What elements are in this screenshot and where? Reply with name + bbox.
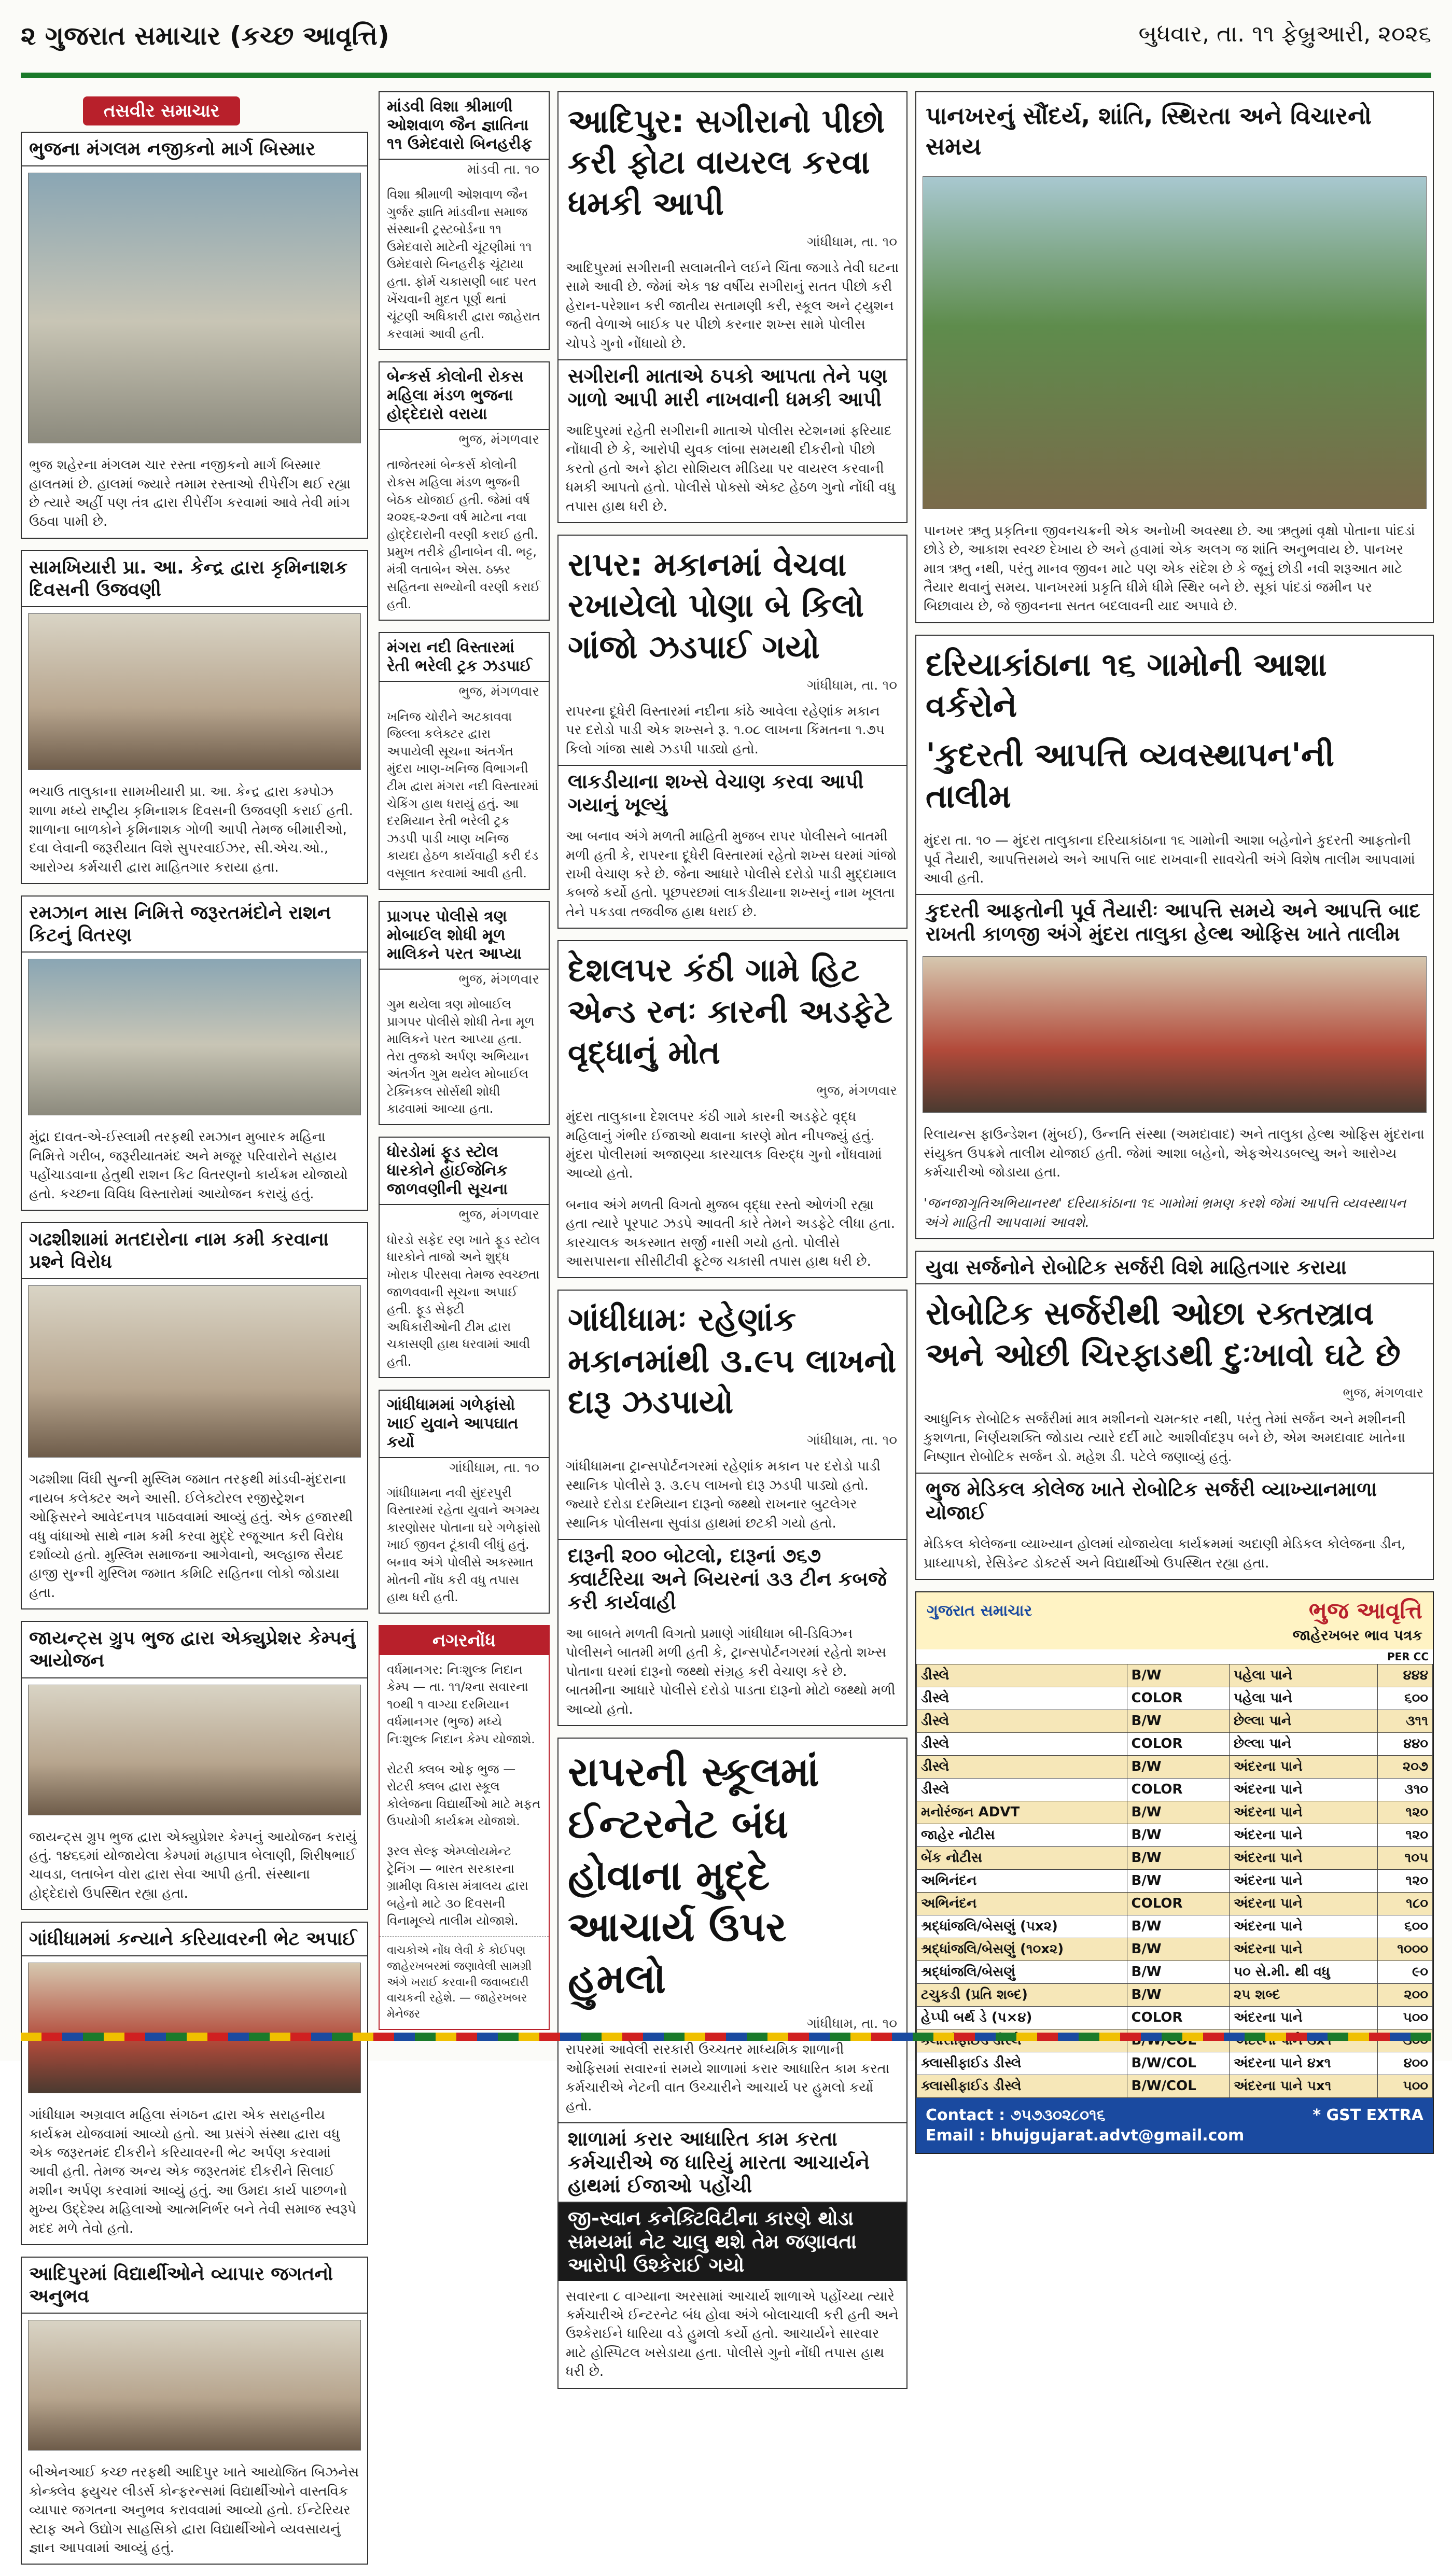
brief-title: પ્રાગપર પોલીસે ત્રણ મોબાઈલ શોધી મૂળ માલિકને પરત આપ્યા xyxy=(380,902,549,970)
rate-type: COLOR xyxy=(1127,1892,1229,1915)
dateline: ગાંધીધામ, તા. ૧૦ xyxy=(807,2016,897,2032)
rate-cat: ક્લાસીફાઈડ ડીસ્લે xyxy=(917,2075,1127,2097)
dateline: ગાંધીધામ, તા. ૧૦ xyxy=(807,1433,897,1449)
dateline: માંડવી તા. ૧૦ xyxy=(467,162,539,177)
dateline: ભુજ, મંગળવાર xyxy=(458,432,539,448)
rate-type: B/W xyxy=(1127,1664,1229,1687)
rate-card-header xyxy=(916,1592,1433,1649)
news-title: જાયન્ટ્સ ગ્રુપ ભુજ દ્વારા એક્યુપ્રેશર કેમ્પનું આયોજન xyxy=(22,1622,367,1678)
brief-food-stalls xyxy=(379,1137,550,1378)
news-title: ગાંધીધામમાં કન્યાને કરિયાવરની ભેટ અપાઈ xyxy=(22,1923,367,1956)
story-lead: આદિપુરમાં સગીરાની સલામતીને લઈને ચિંતા જગાડે તેવી ઘટના સામે આવી છે. જેમાં એક ૧૪ વર્ષીય સગીરાનું સતત પીછો કરી હેરાન-પરેશાન કરી જાતીય સતામણી કરી, સ્કૂલ અને ટ્યુશન જતી વેળાએ બાઈક પર પીછો કરનાર શખ્સ સામે પોલીસ ચોપડે ગુનો નોંધાયો છે. xyxy=(566,260,899,352)
brief-womens-club xyxy=(379,361,550,620)
rate-rate: ૧૦૫ xyxy=(1377,1846,1433,1869)
rate-place: ૨૫ શબ્દ xyxy=(1229,1983,1377,2006)
brief-body: ગુમ થયેલા ત્રણ મોબાઈલ પ્રાગપર પોલીસે શોધી તેના મૂળ માલિકને પરત આપ્યા હતા. તેરા તુજકો અર્પણ અભિયાન અંતર્ગત ગુમ થયેલ મોબાઈલ ટેક્નિકલ સોર્સથી શોધી કાઢવામાં આવ્યા હતા. xyxy=(387,997,535,1116)
rate-type: COLOR xyxy=(1127,1732,1229,1755)
photo-caption: 'જનજાગૃતિઅભિયાનરથ' દરિયાકાંઠાના ૧૬ ગામોમાં ભ્રમણ કરશે જેમાં આપત્તિ વ્યવસ્થાપન અંગે માહિતી આપવામાં આવશે. xyxy=(924,1196,1406,1230)
column-briefs xyxy=(379,91,550,2035)
rate-row xyxy=(917,2075,1433,2097)
news-body: ગાંધીધામ અગ્રવાલ મહિલા સંગઠન દ્વારા એક સરાહનીય કાર્યક્રમ યોજવામાં આવ્યો હતો. આ પ્રસંગે સંસ્થા દ્વારા વધુ એક જરૂરતમંદ દીકરીને કરિયાવરની ભેટ અર્પણ કરવામાં આવી હતી. તેમજ અન્ય એક જરૂરતમંદ દીકરીને સિલાઈ મશીન અર્પણ કરવામાં આવ્યું હતું. આ ઉમદા કાર્ય પાછળનો મુખ્ય ઉદ્દેશ્ય મહિલાઓ આત્મનિર્ભર બને તેવી સમાજ સ્વરૂપે મદદ મળે તેવો હતો. xyxy=(29,2107,356,2236)
story-body: આ બનાવ અંગે મળતી માહિતી મુજબ રાપર પોલીસને બાતમી મળી હતી કે, રાપરના દૂધેરી વિસ્તારમાં રહેતો શખ્સ ઘરમાં ગાંજો રાખી વેચાણ કરે છે. જેના આધારે પોલીસે દરોડો પાડી મુદ્દામાલ કબજે કર્યો હતો. પૂછપરછમાં લાકડીયાના શખ્સનું નામ ખૂલતા તેને પકડવા તજવીજ હાથ ધરાઈ છે. xyxy=(566,829,897,920)
rate-cat: શ્રદ્ધાંજલિ/બેસણું xyxy=(917,1961,1127,1983)
rate-cat: ક્લાસીફાઈડ ડીસ્લે xyxy=(917,2052,1127,2075)
rate-type: B/W xyxy=(1127,1915,1229,1938)
rate-place: અંદરના પાને xyxy=(1229,1824,1377,1846)
dateline: ગાંધીધામ, તા. ૧૦ xyxy=(807,678,897,694)
brief-title: મંગરા નદી વિસ્તારમાં રેતી ભરેલી ટ્રક ઝડપાઈ xyxy=(380,633,549,682)
city-note-item: વર્ધમાનગર: નિઃશુલ્ક નિદાન કેમ્પ — તા. ૧૧/૨ના સવારના ૧૦થી ૧ વાગ્યા દરમિયાન વર્ધમાનગર (ભુજ) મધ્યે નિઃશુલ્ક નિદાન કેમ્પ યોજાશે. xyxy=(387,1662,535,1747)
rate-row xyxy=(917,2052,1433,2075)
advertiser-disclaimer: વાચકોએ નોંધ લેવી કે કોઈપણ જાહેરખબરમાં જણાવેલી સામગ્રી અંગે ખરાઈ કરવાની જવાબદારી વાચકની રહેશે. — જાહેરખબર મેનેજર xyxy=(380,1936,549,2029)
rate-type: B/W xyxy=(1127,1961,1229,1983)
story-lead: રાપરમાં આવેલી સરકારી ઉચ્ચતર માધ્યમિક શાળાની ઓફિસમાં સવારનાં સમયે શાળામાં કરાર આધારિત કામ કરતા કર્મચારીએ નેટની વાત ઉચ્ચારીને આચાર્ય પર હુમલો કર્યો હતો. xyxy=(566,2042,890,2115)
training-photo xyxy=(923,956,1427,1113)
rate-place: અંદરના પાને ૫x૧ xyxy=(1229,2075,1377,2097)
rate-cat: ડીસ્લે xyxy=(917,1710,1127,1732)
feature-headline: રોબોટિક સર્જરીથી ઓછા રક્તસ્ત્રાવ અને ઓછી ચિરફાડથી દુઃખાવો ઘટે છે xyxy=(926,1294,1401,1374)
rate-rate: ૨૦૭ xyxy=(1377,1755,1433,1778)
rate-cat: ડીસ્લે xyxy=(917,1687,1127,1710)
rate-cat: ટચુકડી (પ્રતિ શબ્દ) xyxy=(917,1983,1127,2006)
rate-row xyxy=(917,1664,1433,1687)
conference-photo xyxy=(28,2320,361,2451)
brief-body: ધોરડો સફેદ રણ ખાતે ફૂડ સ્ટોલ ધારકોને તાજો અને શુદ્ધ ખોરાક પીરસવા તેમજ સ્વચ્છતા જાળવવાની સૂચના અપાઈ હતી. ફૂડ સેફ્ટી અધિકારીઓની ટીમ દ્વારા ચકાસણી હાથ ધરવામાં આવી હતી. xyxy=(387,1232,540,1369)
story-principal-attack xyxy=(557,1738,908,2389)
news-voter-names xyxy=(21,1222,368,1609)
rate-rate: ૧૨૦ xyxy=(1377,1824,1433,1846)
story-lead: રાપરના દૂધેરી વિસ્તારમાં નદીના કાંઠે આવેલા રહેણાંક મકાન પર દરોડો પાડી એક શખ્સને રૂ. ૧.૦૮ લાખના કિંમતના ૧.૭૫ કિલો ગાંજા સાથે ઝડપી પાડ્યો હતો. xyxy=(566,704,885,757)
dateline: ભુજ, મંગળવાર xyxy=(458,971,539,987)
rate-cat: શ્રદ્ધાંજલિ/બેસણું (૫x૨) xyxy=(917,1915,1127,1938)
news-title: સામખિયારી પ્રા. આ. કેન્દ્ર દ્વારા કૃમિનાશક દિવસની ઉજવણી xyxy=(22,551,367,607)
rate-row xyxy=(917,1824,1433,1846)
rate-rate: ૬૦૦ xyxy=(1377,1687,1433,1710)
feature-subhead: ભુજ મેડિકલ કોલેજ ખાતે રોબોટિક સર્જરી વ્યાખ્યાનમાળા યોજાઈ xyxy=(916,1473,1433,1529)
rate-place: અંદરના પાને xyxy=(1229,1755,1377,1778)
rate-place: ૫૦ સે.મી. થી વધુ xyxy=(1229,1961,1377,1983)
rate-rate: ૯૦ xyxy=(1377,1961,1433,1983)
email-label: Email : xyxy=(926,2126,986,2145)
story-subhead: દારૂની ૨૦૦ બોટલો, દારૂનાં ૭૬૭ ક્વાર્ટરિયા અને બિયરનાં ૩૩ ટીન કબજે કરી કાર્યવાહી xyxy=(559,1539,906,1618)
rate-card-contact xyxy=(916,2098,1433,2153)
brief-election xyxy=(379,91,550,350)
city-notes-title: નગરનોંધ xyxy=(380,1626,549,1655)
road-photo xyxy=(28,173,361,443)
rate-row xyxy=(917,1755,1433,1778)
news-title: ગઢશીશામાં મતદારોના નામ કમી કરવાના પ્રશ્ને વિરોધ xyxy=(22,1223,367,1279)
rate-row xyxy=(917,1778,1433,1801)
rate-type: COLOR xyxy=(1127,1778,1229,1801)
rate-place: અંદરના પાને xyxy=(1229,2006,1377,2029)
brief-title: માંડવી વિશા શ્રીમાળી ઓશવાળ જૈન જ્ઞાતિના ૧૧ ઉમેદવારો બિનહરીફ xyxy=(380,92,549,160)
feature-headline: દરિયાકાંઠાના ૧૬ ગામોની આશા વર્કરોને xyxy=(926,645,1327,725)
rate-row xyxy=(917,1983,1433,2006)
rate-cat: ડીસ્લે xyxy=(917,1755,1127,1778)
rate-type: COLOR xyxy=(1127,2006,1229,2029)
rate-cat: બેંક નોટીસ xyxy=(917,1846,1127,1869)
brief-sand-truck xyxy=(379,632,550,890)
rate-type: B/W xyxy=(1127,1710,1229,1732)
rate-cat: ડીસ્લે xyxy=(917,1664,1127,1687)
rate-card-subtitle: જાહેરખબર ભાવ પત્રક xyxy=(1292,1626,1422,1644)
story-lead: ગાંધીધામના ટ્રાન્સપોર્ટનગરમાં રહેણાંક મકાન પર દરોડો પાડી સ્થાનિક પોલીસે રૂ. ૩.૯૫ લાખનો દારૂ ઝડપી પાડ્યો હતો. જ્યારે દરોડા દરમિયાન દારૂનો જથ્થો રાખનાર બુટલેગર સ્થાનિક પોલીસના સુવાંડા હાથમાં છટકી ગયો હતો. xyxy=(566,1459,881,1531)
rate-cat: અભિનંદન xyxy=(917,1892,1127,1915)
contact-label: Contact : xyxy=(926,2106,1006,2124)
rate-type: B/W/COL xyxy=(1127,2075,1229,2097)
news-body: ગઢશીશા વિંઘી સુન્ની મુસ્લિમ જમાત તરફથી માંડવી-મુંદરાના નાયબ કલેક્ટર અને આસી. ઈલેક્ટોરલ રજીસ્ટ્રેશન ઓફિસરને આવેદનપત્ર પાઠવવામાં આવ્યું હતું. એક હજારથી વધુ વાંધાઓ સાથે નામ કમી કરવા મુદ્દે રજૂઆત કરી વિરોધ દર્શાવ્યો હતો. મુસ્લિમ સમાજના આગેવાનો, અલ્હાજ સૈયદ હાજી સુન્ની મુસ્લિમ જમાત કમિટિ સહિતના લોકો જોડાયા હતા. xyxy=(29,1472,353,1601)
advertisement-rate-card xyxy=(915,1591,1434,2154)
news-ration-kit xyxy=(21,895,368,1211)
contact-phone: ૭૫૭૩૦૨૮૦૧૬ xyxy=(1010,2106,1106,2124)
story-headline: ગાંધીધામઃ રહેણાંક મકાનમાંથી ૩.૯૫ લાખનો દારૂ ઝડપાયો xyxy=(568,1300,897,1421)
brief-title: ધોરડોમાં ફૂડ સ્ટોલ ધારકોને હાઈજેનિક જાળવણીની સૂચના xyxy=(380,1138,549,1205)
rate-type: B/W xyxy=(1127,1983,1229,2006)
feature-headline-second-line: 'કુદરતી આપત્તિ વ્યવસ્થાપન'ની તાલીમ xyxy=(926,736,1334,815)
dateline: ગાંધીધામ, તા. ૧૦ xyxy=(807,234,897,250)
brief-body: તાજેતરમાં બેન્કર્સ કોલોની રોકસ મહિલા મંડળ ભુજની બેઠક યોજાઈ હતી. જેમાં વર્ષ ૨૦૨૬-૨૭ના વર્ષ માટેના નવા હોદ્દેદારોની વરણી કરાઈ હતી. પ્રમુખ તરીકે હીનાબેન વી. ભટ્ટ, મંત્રી લતાબેન એસ. ઠક્કર સહિતના સભ્યોની વરણી કરાઈ હતી. xyxy=(387,457,540,612)
story-headline: રાપરની સ્કૂલમાં ઈન્ટરનેટ બંધ હોવાના મુદ્દે આચાર્ય ઉપર હુમલો xyxy=(568,1748,819,2003)
page-header xyxy=(21,11,1431,78)
rate-rate: ૨૦૦ xyxy=(1377,1983,1433,2006)
registration-color-bar xyxy=(21,2033,1431,2041)
feature-subhead: કુદરતી આફતોની પૂર્વ તૈયારીઃ આપત્તિ સમયે અને આપત્તિ બાદ રાખતી કાળજી અંગે મુંદરા તાલુકા હેલ્થ ઓફિસ ખાતે તાલીમ xyxy=(916,894,1433,950)
news-title: આદિપુરમાં વિદ્યાર્થીઓને વ્યાપાર જગતનો અનુભવ xyxy=(22,2258,367,2314)
rate-place: અંદરના પાને xyxy=(1229,1892,1377,1915)
feature-lead: મુંદરા તા. ૧૦ — મુંદરા તાલુકાના દરિયાકાંઠાના ૧૬ ગામોની આશા બહેનોને કુદરતી આફતોની પૂર્વ તૈયારી, આપત્તિસમયે અને આપત્તિ બાદ રાખવાની સાવચેતી અંગે વિશેષ તાલીમ આપવામાં આવી હતી. xyxy=(924,833,1415,886)
rate-type: B/W xyxy=(1127,1938,1229,1961)
rate-place: છેલ્લા પાને xyxy=(1229,1710,1377,1732)
rate-place: પહેલા પાને xyxy=(1229,1687,1377,1710)
feature-body: મેડિકલ કોલેજના વ્યાખ્યાન હોલમાં યોજાયેલા કાર્યક્રમમાં અદાણી મેડિકલ કોલેજના ડીન, પ્રાધ્યાપકો, રેસિડેન્ટ ડોક્ટર્સ અને વિદ્યાર્થીઓ ઉપસ્થિત રહ્યા હતા. xyxy=(924,1536,1406,1571)
trees-photo xyxy=(923,176,1427,509)
dateline: ભુજ, મંગળવાર xyxy=(816,1083,897,1099)
brief-mobiles-returned xyxy=(379,901,550,1125)
story-subhead: શાળામાં કરાર આધારિત કામ કરતા કર્મચારીએ જ ધારિયું મારતા આચાર્યને હાથમાં ઈજાઓ પહોંચી xyxy=(559,2122,906,2202)
story-headline: દેશલપર કંઠી ગામે હિટ એન્ડ રનઃ કારની અડફેટે વૃદ્ધાનું મોત xyxy=(568,951,893,1071)
news-body: જાયન્ટ્સ ગ્રુપ ભુજ દ્વારા એક્યુપ્રેશર કેમ્પનું આયોજન કરાયું હતું. ૧૪૬૬માં યોજાયેલા કેમ્પમાં મહાપાત્ર બેલાણી, શિરીષભાઈ ચાવડા, લતાબેન વોરા દ્વારા સેવા આપી હતી. સંસ્થાના હોદ્દેદારો ઉપસ્થિત રહ્યા હતા. xyxy=(29,1829,357,1901)
column-photo-news xyxy=(21,91,368,2576)
news-business-experience xyxy=(21,2257,368,2565)
rate-place: પહેલા પાને xyxy=(1229,1664,1377,1687)
dateline: ગાંધીધામ, તા. ૧૦ xyxy=(449,1460,539,1476)
rate-row xyxy=(917,1710,1433,1732)
rate-row xyxy=(917,1869,1433,1892)
rate-type: B/W xyxy=(1127,1869,1229,1892)
brief-body: વિશા શ્રીમાળી ઓશવાળ જૈન ગુર્જર જ્ઞાતિ માંડવીના સમાજ સંસ્થાની ટ્રસ્ટબોર્ડના ૧૧ ઉમેદવારો માટેની ચૂંટણીમાં ૧૧ ઉમેદવારો બિનહરીફ ચૂંટાયા હતા. ફોર્મ ચકાસણી બાદ પરત ખેંચવાની મુદત પૂર્ણ થતાં ચૂંટણી અધિકારી દ્વારા જાહેરાત કરવામાં આવી હતી. xyxy=(387,187,540,341)
rate-row xyxy=(917,1938,1433,1961)
masthead: ૨ ગુજરાત સમાચાર (કચ્છ આવૃત્તિ) xyxy=(21,21,389,51)
rate-rate: ૫૦૦ xyxy=(1377,2075,1433,2097)
rate-place: છેલ્લા પાને xyxy=(1229,1732,1377,1755)
story-subhead-highlight: જી-સ્વાન કનેક્ટિવિટીના કારણે થોડા સમયમાં નેટ ચાલુ થશે તેમ જણાવતા આરોપી ઉશ્કેરાઈ ગયો xyxy=(559,2202,906,2281)
rate-card-edition: ભુજ આવૃત્તિ xyxy=(1308,1597,1422,1624)
story-body: સવારના ૮ વાગ્યાના અરસામાં આચાર્ય શાળાએ પહોંચ્યા ત્યારે કર્મચારીએ ઈન્ટરનેટ બંધ હોવા અંગે બોલાચાલી કરી હતી અને ઉશ્કેરાઈને ધારિયા વડે હુમલો કર્યો હતો. આચાર્યને સારવાર માટે હોસ્પિટલ ખસેડાયા હતા. પોલીસે ગુનો નોંધી તપાસ હાથ ધરી છે. xyxy=(566,2288,899,2380)
news-body: ભચાઉ તાલુકાના સામખીયારી પ્રા. આ. કેન્દ્ર દ્વારા કમ્પોઝ શાળા મધ્યે રાષ્ટ્રીય કૃમિનાશક દિવસની ઉજવણી કરાઈ હતી. શાળાના બાળકોને કૃમિનાશક ગોળી આપી તેમજ બીમારીઓ, દવા લેવાની જરૂરીયાત વિશે સુપરવાઈઝર, સી.એચ.ઓ., આરોગ્ય કર્મચારી દ્વારા માહિતગાર કરાયા હતા. xyxy=(29,784,353,875)
story-body: આદિપુરમાં રહેતી સગીરાની માતાએ પોલીસ સ્ટેશનમાં ફરિયાદ નોંધાવી છે કે, આરોપી યુવક લાંબા સમયથી દીકરીનો પીછો કરતો હતો અને ફોટા સોશિયલ મીડિયા પર વાયરલ કરવાની ધમકી આપતો હતો. પોલીસે પોક્સો એક્ટ હેઠળ ગુનો નોંધી વધુ તપાસ હાથ ધરી છે. xyxy=(566,423,896,514)
news-title: રમઝાન માસ નિમિત્તે જરૂરતમંદોને રાશન કિટનું વિતરણ xyxy=(22,897,367,953)
rate-rate: ૧૨૦ xyxy=(1377,1801,1433,1824)
rate-row xyxy=(917,1961,1433,1983)
school-children-photo xyxy=(28,613,361,770)
feature-kicker: યુવા સર્જનોને રોબોટિક સર્જરી વિશે માહિતગાર કરાયા xyxy=(916,1252,1433,1284)
rate-place: અંદરના પાને xyxy=(1229,1869,1377,1892)
rate-cat: ડીસ્લે xyxy=(917,1732,1127,1755)
rate-row xyxy=(917,1892,1433,1915)
story-headline: રાપર: મકાનમાં વેચવા રખાયેલો પોણા બે કિલો ગાંજો ઝડપાઈ ગયો xyxy=(568,545,864,666)
rate-row xyxy=(917,1732,1433,1755)
dateline: ભુજ, મંગળવાર xyxy=(1343,1385,1423,1401)
rate-row xyxy=(917,1687,1433,1710)
gift-ceremony-photo xyxy=(28,1963,361,2093)
rate-type: B/W/COL xyxy=(1127,2052,1229,2075)
rate-rate: ૩૧૧ xyxy=(1377,1710,1433,1732)
story-headline: આદિપુર: સગીરાનો પીછો કરી ફોટા વાયરલ કરવા ધમકી આપી xyxy=(568,102,885,222)
rate-cat: જાહેર નોટીસ xyxy=(917,1824,1127,1846)
rate-type: B/W xyxy=(1127,1846,1229,1869)
rate-cat: અભિનંદન xyxy=(917,1869,1127,1892)
rate-cat: ડીસ્લે xyxy=(917,1778,1127,1801)
news-body: ભુજ શહેરના મંગલમ ચાર રસ્તા નજીકનો માર્ગ બિસ્માર હાલતમાં છે. હાલમાં જ્યારે તમામ રસ્તાઓ રીપેરીંગ થઈ રહ્યા છે ત્યારે અહીં પણ તંત્ર દ્વારા રીપેરીંગ કરવામાં આવે તેવી માંગ ઉઠવા પામી છે. xyxy=(29,457,351,530)
news-body: મુંદ્રા દાવત-એ-ઈસ્લામી તરફથી રમઝાન મુબારક મહિના નિમિત્તે ગરીબ, જરૂરીયાતમંદ અને મજૂર પરિવારોને સહાય પહોંચાડવાના હેતુથી રાશન કિટ વિતરણનો કાર્યક્રમ યોજાયો હતો. કચ્છના વિવિધ વિસ્તારોમાં આયોજન કરાયું હતું. xyxy=(29,1129,348,1202)
city-notes xyxy=(379,1625,550,2030)
news-gift-to-bride xyxy=(21,1922,368,2245)
rate-rate: ૪૪૪ xyxy=(1377,1664,1433,1687)
brief-body: ખનિજ ચોરીને અટકાવવા જિલ્લા કલેક્ટર દ્વારા અપાયેલી સૂચના અંતર્ગત મુંદરા ખાણ-ખનિજ વિભાગની ટીમ દ્વારા મંગરા નદી વિસ્તારમાં ચેકિંગ હાથ ધરાયું હતું. આ દરમિયાન રેતી ભરેલી ટ્રક ઝડપી પાડી ખાણ ખનિજ કાયદા હેઠળ કાર્યવાહી કરી દંડ વસૂલાત કરવામાં આવી હતી. xyxy=(387,709,539,881)
column-features xyxy=(915,91,1434,2154)
dateline: ભુજ, મંગળવાર xyxy=(458,1207,539,1223)
rate-rate: ૪૦૦ xyxy=(1377,2052,1433,2075)
story-liquor-seized xyxy=(557,1290,908,1726)
rate-place: અંદરના પાને xyxy=(1229,1915,1377,1938)
news-acupressure-camp xyxy=(21,1621,368,1910)
rate-row xyxy=(917,2006,1433,2029)
rate-place: અંદરના પાને xyxy=(1229,1778,1377,1801)
rate-cat: હેપ્પી બર્થ ડે (પ×૪) xyxy=(917,2006,1127,2029)
dateline: ભુજ, મંગળવાર xyxy=(458,683,539,699)
column-crime-news xyxy=(557,91,908,2400)
rate-card-brand: ગુજરાત સમાચાર xyxy=(927,1601,1032,1620)
story-body: આ બાબતે મળતી વિગતો પ્રમાણે ગાંધીધામ બી-ડિવિઝન પોલીસને બાતમી મળી હતી કે, ટ્રાન્સપોર્ટનગરમાં રહેતો શખ્સ પોતાના ઘરમાં દારૂનો જથ્થો સંગ્રહ કરી વેચાણ કરે છે. બાતમીના આધારે પોલીસે દરોડો પાડતા દારૂનો મોટો જથ્થો મળી આવ્યો હતો. xyxy=(566,1626,896,1717)
rate-place: અંદરના પાને ૪x૧ xyxy=(1229,2052,1377,2075)
city-note-item: રોટરી ક્લબ ઓફ ભુજ — રોટરી ક્લબ દ્વારા સ્કૂલ કોલેજના વિદ્યાર્થીઓ માટે મફત ઉપયોગી કાર્યક્રમ યોજાશે. xyxy=(387,1761,541,1829)
story-adipur-stalking xyxy=(557,91,908,523)
news-road-damage xyxy=(21,132,368,539)
rate-rate: ૧૦૦૦ xyxy=(1377,1938,1433,1961)
city-note-item: રૂરલ સેલ્ફ એમ્પ્લોયમેન્ટ ટ્રેનિંગ — ભારત સરકારના ગ્રામીણ વિકાસ મંત્રાલય દ્વારા બહેનો માટે ૩૦ દિવસની વિનામૂલ્યે તાલીમ યોજાશે. xyxy=(387,1844,528,1928)
rate-row xyxy=(917,1846,1433,1869)
per-cc-label: PER CC xyxy=(1387,1650,1429,1663)
feature-lead: આધુનિક રોબોટિક સર્જરીમાં માત્ર મશીનનો ચમત્કાર નથી, પરંતુ તેમાં સર્જન અને મશીનની કુશળતા, નિર્ણયશક્તિ જોડાય ત્યારે દર્દી માટે આશીર્વાદરૂપ બને છે, એમ અમદાવાદ ખાતેના નિષ્ણાત રોબોટિક સર્જન ડો. મહેશ ડી. પટેલે જણાવ્યું હતું. xyxy=(924,1411,1406,1465)
rate-type: B/W xyxy=(1127,1755,1229,1778)
feature-body: રિલાયન્સ ફાઉન્ડેશન (મુંબઈ), ઉન્નતિ સંસ્થા (અમદાવાદ) અને તાલુકા હેલ્થ ઓફિસ મુંદરાના સંયુક્ત ઉપક્રમે તાલીમ યોજાઈ હતી. જેમાં આશા બહેનો, એફએચડબલ્યુ અને આરોગ્ય કર્મચારીઓ જોડાયા હતા. xyxy=(924,1127,1425,1181)
contact-email: bhujgujarat.advt@gmail.com xyxy=(990,2126,1245,2145)
rate-rate: ૧૨૦ xyxy=(1377,1869,1433,1892)
news-title: ભુજના મંગલમ નજીકનો માર્ગ બિસ્માર xyxy=(22,133,367,166)
feature-caption: પાનખર ઋતુ પ્રકૃતિના જીવનચક્રની એક અનોખી અવસ્થા છે. આ ઋતુમાં વૃક્ષો પોતાના પાંદડાં છોડે છે, આકાશ સ્વચ્છ દેખાય છે અને હવામાં એક અલગ જ શાંતિ અનુભવાય છે. પાનખર માત્ર ઋતુ નથી, પરંતુ માનવ જીવન માટે પણ એક સંદેશ છે કે જૂનું છોડી નવી શરૂઆત માટે તૈયાર થવાનું સમય. પાનખરમાં પ્રકૃતિ ધીમે ધીમે સ્થિર બને છે. સૂકાં પાંદડાં જમીન પર બિછાવાય છે, જે જીવનના સતત બદલાવની યાદ અપાવે છે. xyxy=(924,523,1415,614)
camp-photo xyxy=(28,1685,361,1815)
rate-type: B/W xyxy=(1127,1824,1229,1846)
rate-cat: મનોરંજન ADVT xyxy=(917,1801,1127,1824)
news-body: બીએનઆઈ કચ્છ તરફથી આદિપુર ખાતે આયોજિત બિઝનેસ કોન્ક્લેવ ફ્યુચર લીડર્સ કોન્ફરન્સમાં વિદ્યાર્થીઓને વાસ્તવિક વ્યાપાર જગતના અનુભવ કરાવવામાં આવ્યો હતો. ઈન્ટેરિયર સ્ટાફ અને ઉદ્યોગ સાહસિકો દ્વારા વિદ્યાર્થીઓને વ્યવસાયનું જ્ઞાન આપવામાં આવ્યું હતું. xyxy=(29,2465,359,2556)
brief-title: બેન્કર્સ કોલોની રોકસ મહિલા મંડળ ભુજના હોદ્દેદારો વરાયા xyxy=(380,362,549,430)
news-deworming-day xyxy=(21,550,368,884)
story-hit-and-run xyxy=(557,940,908,1278)
photo-news-badge: તસવીર સમાચાર xyxy=(83,96,240,125)
rate-place: અંદરના પાને xyxy=(1229,1938,1377,1961)
story-lead: મુંદરા તાલુકાના દેશલપર કંઠી ગામે કારની અડફેટે વૃદ્ધ મહિલાનું ગંભીર ઈજાઓ થવાના કારણે મોત નીપજ્યું હતું. મુંદરા પોલીસમાં અજાણ્યા કારચાલક વિરુદ્ધ ગુનો નોંધવામાં આવ્યો હતો. xyxy=(566,1109,882,1182)
issue-date: બુધવાર, તા. ૧૧ ફેબ્રુઆરી, ૨૦૨૬ xyxy=(1138,21,1431,47)
story-body: બનાવ અંગે મળતી વિગતો મુજબ વૃદ્ધા રસ્તો ઓળંગી રહ્યા હતા ત્યારે પૂરપાટ ઝડપે આવતી કારે તેમને અડફેટે લીધા હતા. કારચાલક અકસ્માત સર્જી નાસી ગયો હતો. પોલીસે આસપાસના સીસીટીવી ફૂટેજ ચકાસી તપાસ હાથ ધરી છે. xyxy=(566,1197,895,1269)
ration-kit-photo xyxy=(28,959,361,1115)
rate-place: અંદરના પાને xyxy=(1229,1846,1377,1869)
feature-robotic-surgery xyxy=(915,1251,1434,1580)
rate-rate: ૫૦૦ xyxy=(1377,2006,1433,2029)
rate-place: અંદરના પાને xyxy=(1229,1801,1377,1824)
brief-title: ગાંધીધામમાં ગળેફાંસો ખાઈ યુવાને આપઘાત કર્યો xyxy=(380,1391,549,1458)
rate-row xyxy=(917,1801,1433,1824)
gst-note: * GST EXTRA xyxy=(1313,2106,1423,2124)
feature-headline: પાનખરનું સૌંદર્ય, શાંતિ, સ્થિરતા અને વિચારનો સમય xyxy=(926,102,1372,160)
story-subhead: લાકડીયાના શખ્સે વેચાણ કરવા આપી ગયાનું ખૂલ્યું xyxy=(559,765,906,821)
rate-rate: ૪૪૦ xyxy=(1377,1732,1433,1755)
feature-autumn xyxy=(915,91,1434,623)
rate-rate: ૧૮૦ xyxy=(1377,1892,1433,1915)
rate-rate: ૬૦૦ xyxy=(1377,1915,1433,1938)
feature-asha-training xyxy=(915,635,1434,1240)
rate-type: B/W xyxy=(1127,1801,1229,1824)
rate-cat: શ્રદ્ધાંજલિ/બેસણું (૧૦x૨) xyxy=(917,1938,1127,1961)
rate-rate: ૩૧૦ xyxy=(1377,1778,1433,1801)
rate-row xyxy=(917,1915,1433,1938)
brief-body: ગાંધીધામના નવી સુંદરપુરી વિસ્તારમાં રહેતા યુવાને અગમ્ય કારણોસર પોતાના ઘરે ગળેફાંસો ખાઈ જીવન ટૂંકાવી લીધું હતું. બનાવ અંગે પોલીસે અકસ્માત મોતની નોંધ કરી વધુ તપાસ હાથ ધરી હતી. xyxy=(387,1485,541,1605)
rate-type: COLOR xyxy=(1127,1687,1229,1710)
story-subhead: સગીરાની માતાએ ઠપકો આપતા તેને પણ ગાળો આપી મારી નાખવાની ધમકી આપી xyxy=(559,359,906,415)
story-rapar-ganja xyxy=(557,535,908,929)
protest-photo xyxy=(28,1285,361,1458)
brief-suicide xyxy=(379,1390,550,1614)
